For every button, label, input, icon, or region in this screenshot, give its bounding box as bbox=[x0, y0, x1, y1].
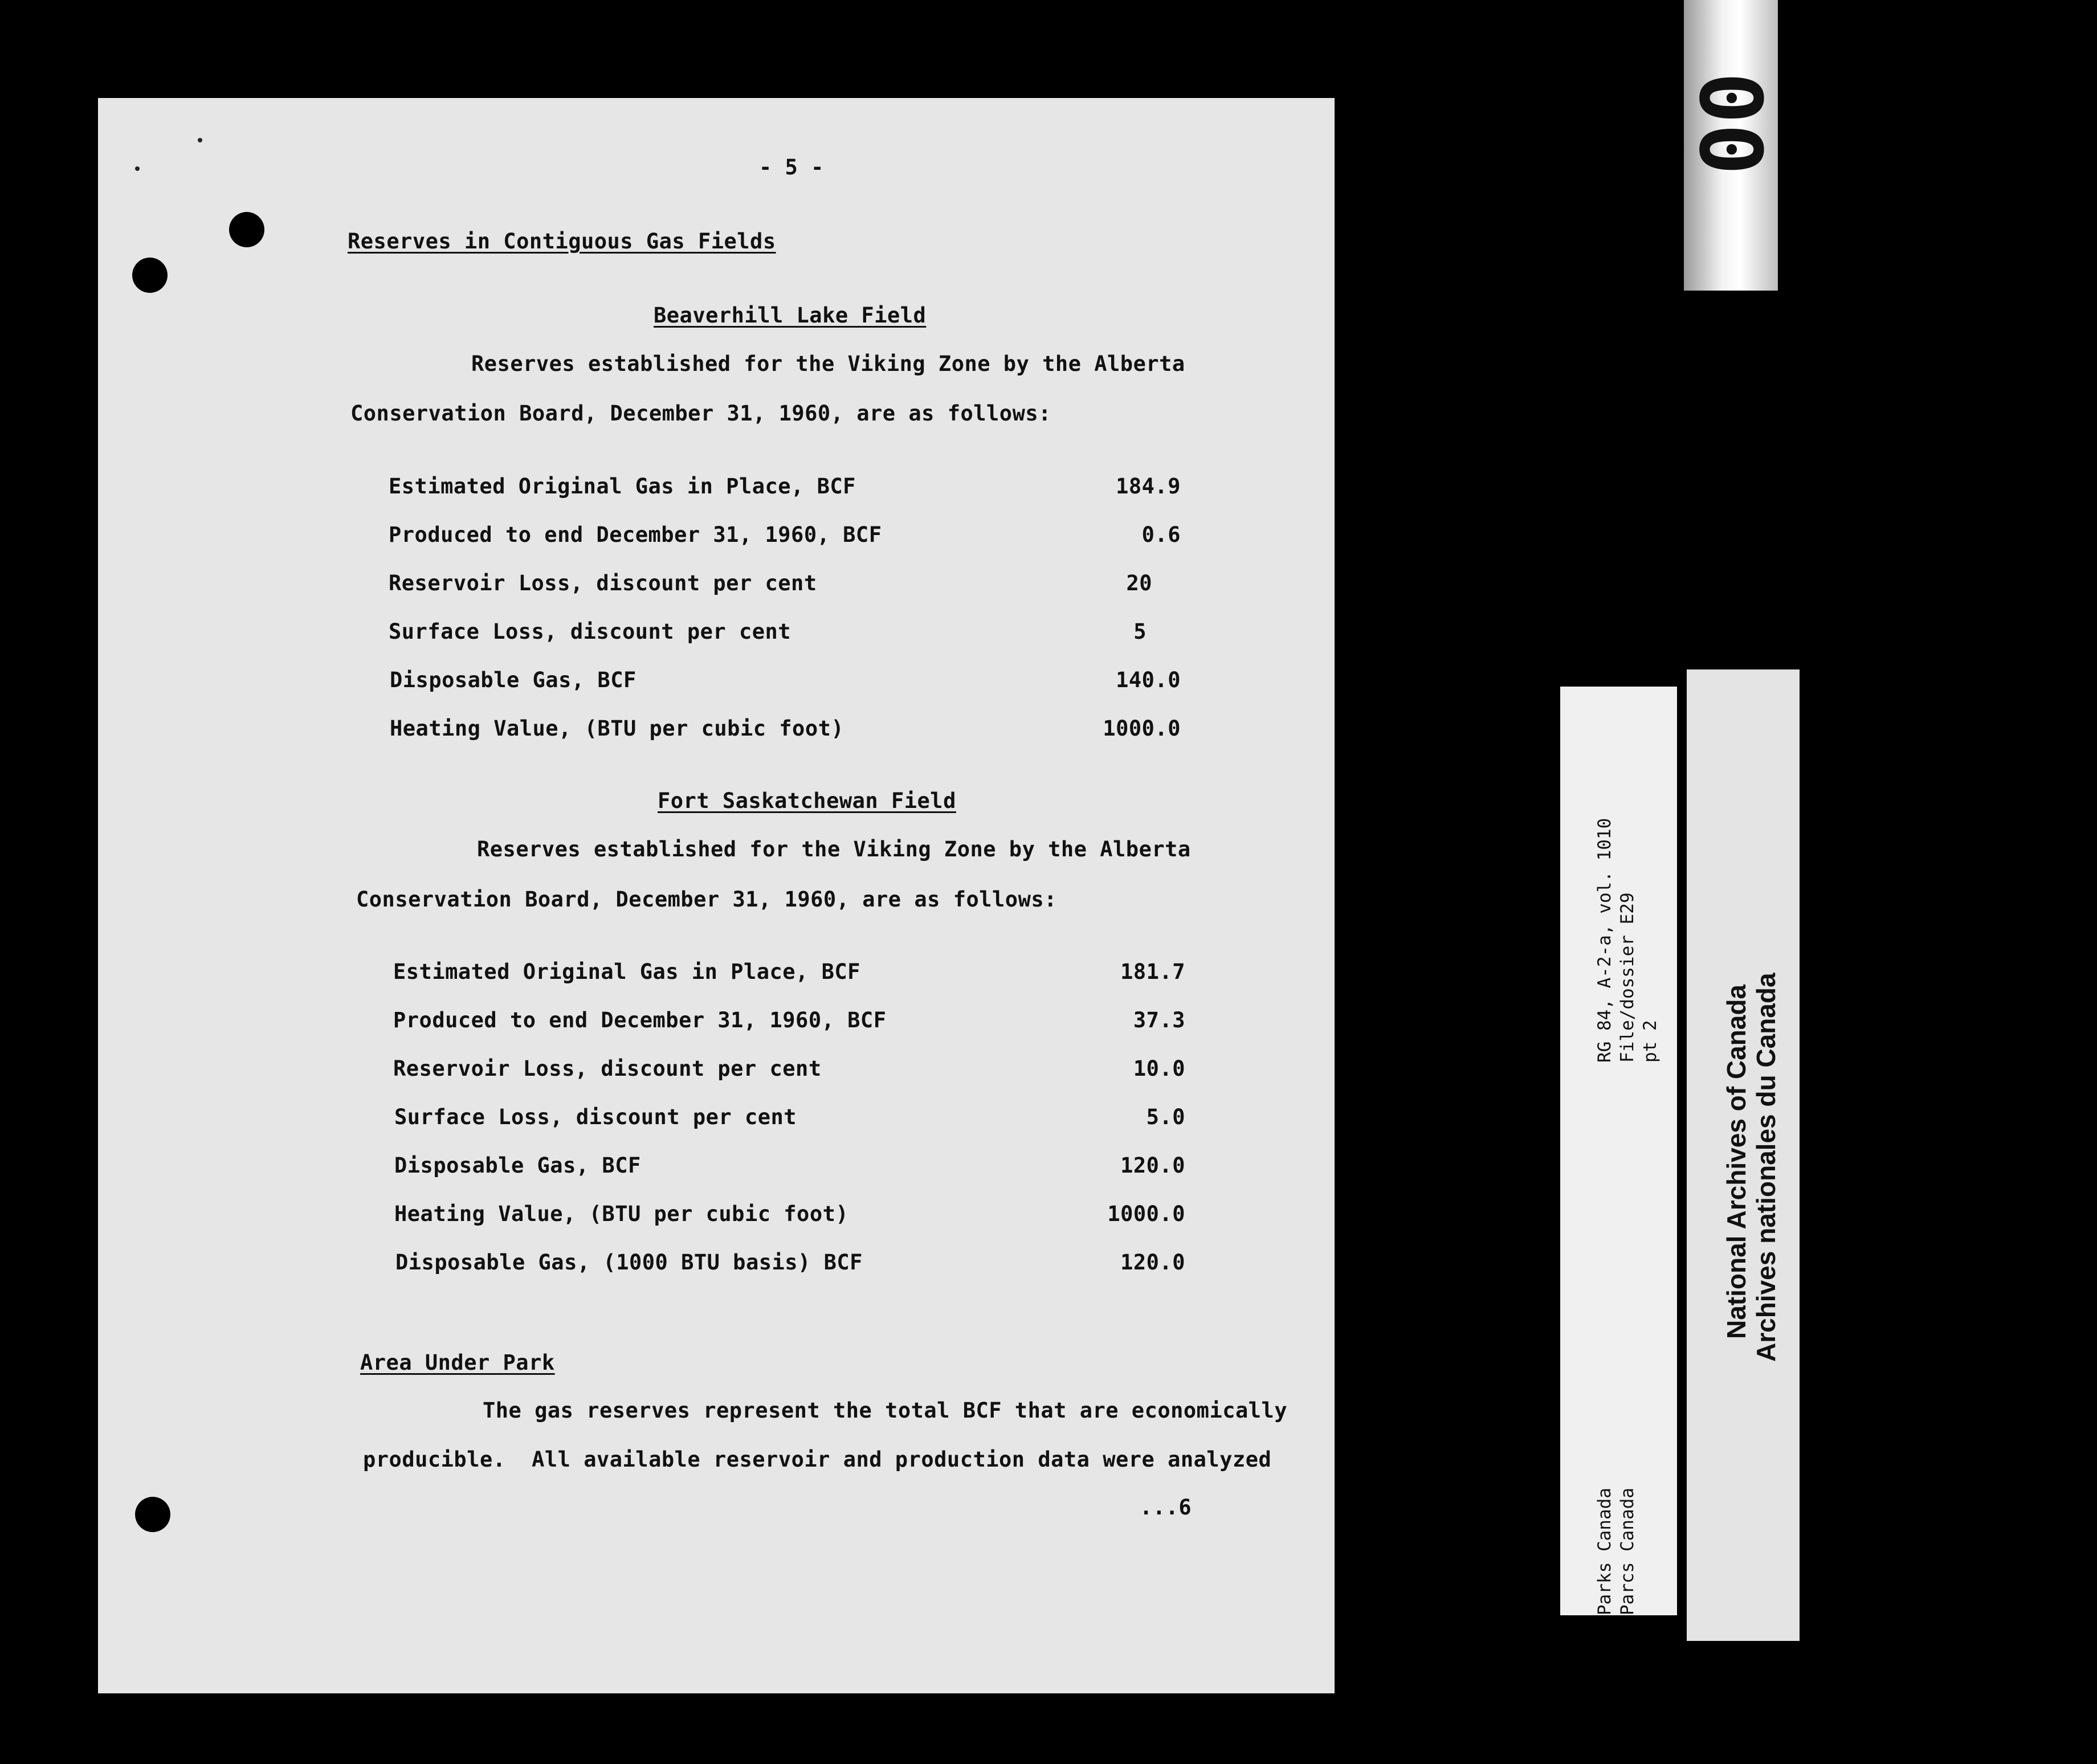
area-heading: Area Under Park bbox=[360, 1350, 555, 1375]
archive-name-en: National Archives of Canada bbox=[1721, 984, 1751, 1339]
field-title: Fort Saskatchewan Field bbox=[658, 789, 956, 813]
continuation-marker: ...6 bbox=[1140, 1495, 1192, 1520]
ref-line: pt 2 bbox=[1640, 1020, 1661, 1063]
row-value: 181.7 bbox=[1120, 959, 1185, 984]
page-number: - 5 - bbox=[759, 155, 824, 179]
row-label: Estimated Original Gas in Place, BCF bbox=[393, 959, 860, 984]
speck bbox=[198, 138, 202, 142]
row-label: Produced to end December 31, 1960, BCF bbox=[389, 522, 882, 547]
row-label: Surface Loss, discount per cent bbox=[389, 619, 792, 644]
row-value: 120.0 bbox=[1120, 1250, 1185, 1275]
archive-name-fr: Archives nationales du Canada bbox=[1751, 973, 1781, 1362]
row-label: Reservoir Loss, discount per cent bbox=[389, 571, 817, 595]
document-page bbox=[98, 98, 1335, 1693]
field-title: Beaverhill Lake Field bbox=[654, 303, 927, 328]
row-value: 5 bbox=[1133, 619, 1147, 644]
area-paragraph-line: producible. All available reservoir and production data were analyzed bbox=[363, 1447, 1272, 1472]
row-label: Heating Value, (BTU per cubic foot) bbox=[390, 716, 844, 741]
punch-hole bbox=[229, 212, 264, 247]
row-label: Heating Value, (BTU per cubic foot) bbox=[394, 1202, 849, 1226]
row-value: 1000.0 bbox=[1107, 1202, 1185, 1226]
row-value: 184.9 bbox=[1116, 474, 1181, 499]
reference-label-card bbox=[1560, 687, 1677, 1615]
intro-line: Reserves established for the Viking Zone by the Alberta bbox=[477, 837, 1191, 861]
row-label: Disposable Gas, BCF bbox=[390, 668, 637, 692]
owner-line: Parcs Canada bbox=[1617, 1488, 1638, 1615]
row-label: Estimated Original Gas in Place, BCF bbox=[389, 474, 856, 499]
intro-line: Reserves established for the Viking Zone by the Alberta bbox=[471, 352, 1185, 376]
row-value: 120.0 bbox=[1120, 1153, 1185, 1178]
ref-line: RG 84, A-2-a, vol. 1010 bbox=[1594, 818, 1615, 1063]
row-value: 10.0 bbox=[1133, 1056, 1185, 1081]
frame-number: 00 bbox=[1680, 72, 1780, 175]
frame-number-strip bbox=[1680, 0, 1780, 291]
row-value: 5.0 bbox=[1146, 1105, 1185, 1129]
row-label: Reservoir Loss, discount per cent bbox=[393, 1056, 822, 1081]
row-value: 1000.0 bbox=[1103, 716, 1181, 741]
row-value: 20 bbox=[1126, 571, 1152, 595]
section-heading: Reserves in Contiguous Gas Fields bbox=[348, 229, 776, 254]
punch-hole bbox=[132, 258, 168, 293]
intro-line: Conservation Board, December 31, 1960, are as follows: bbox=[356, 887, 1057, 912]
row-value: 140.0 bbox=[1116, 668, 1181, 692]
row-value: 37.3 bbox=[1133, 1008, 1185, 1032]
speck bbox=[135, 166, 140, 171]
intro-line: Conservation Board, December 31, 1960, are as follows: bbox=[350, 401, 1051, 426]
owner-line: Parks Canada bbox=[1594, 1488, 1615, 1615]
archive-label-card bbox=[1687, 669, 1800, 1641]
row-label: Produced to end December 31, 1960, BCF bbox=[393, 1008, 887, 1032]
row-label: Disposable Gas, (1000 BTU basis) BCF bbox=[395, 1250, 863, 1275]
ref-line: File/dossier E29 bbox=[1617, 892, 1638, 1063]
row-value: 0.6 bbox=[1141, 522, 1181, 547]
row-label: Surface Loss, discount per cent bbox=[394, 1105, 797, 1129]
row-label: Disposable Gas, BCF bbox=[394, 1153, 641, 1178]
punch-hole bbox=[135, 1497, 170, 1532]
area-paragraph-line: The gas reserves represent the total BCF that are economically bbox=[483, 1398, 1288, 1423]
